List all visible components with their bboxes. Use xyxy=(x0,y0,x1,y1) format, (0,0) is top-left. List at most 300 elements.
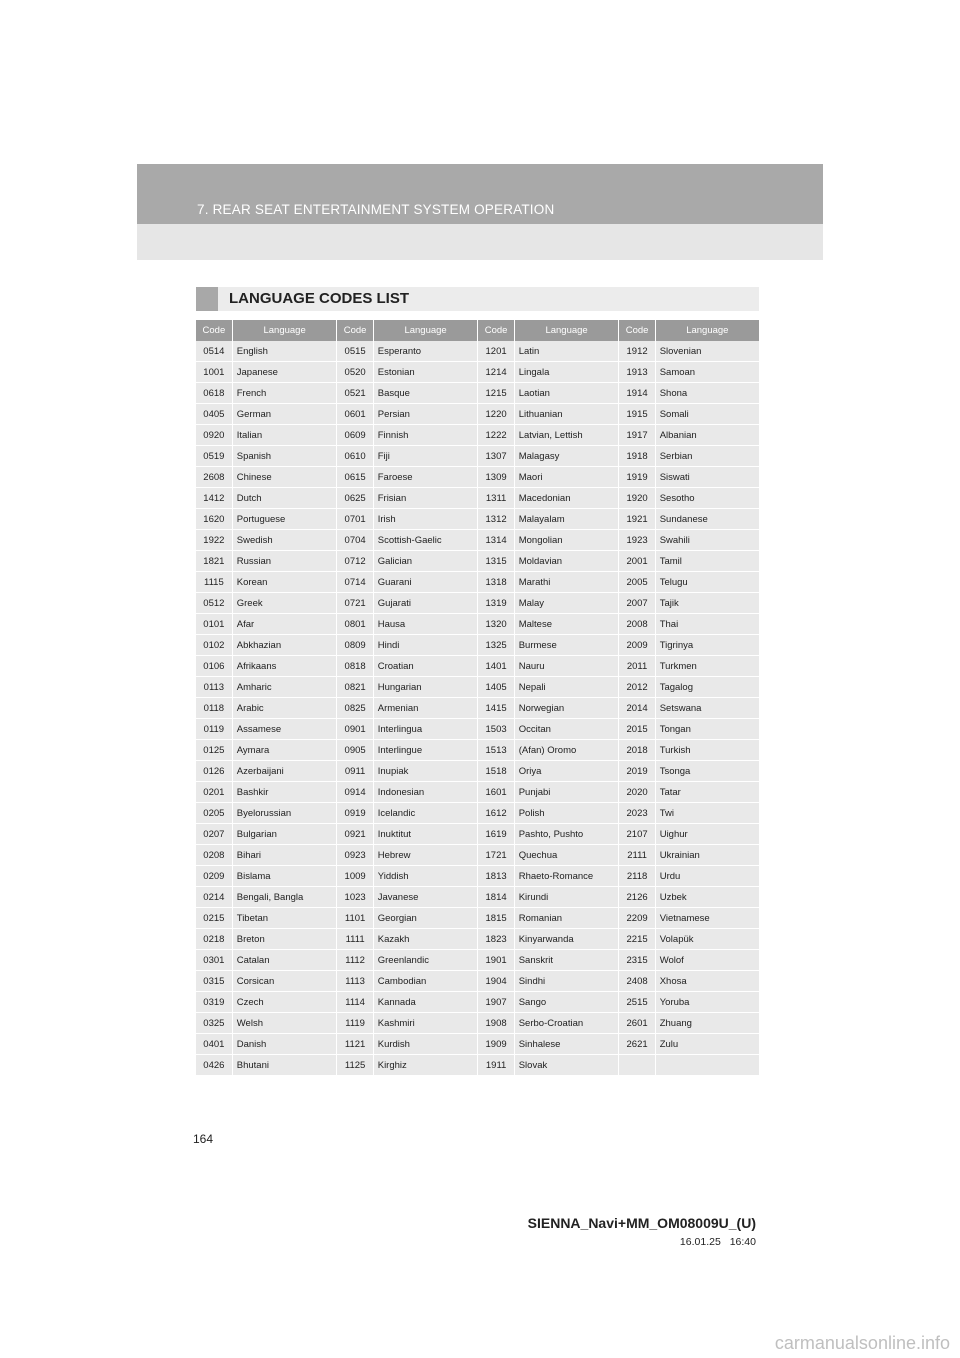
code-cell: 1814 xyxy=(478,887,514,908)
language-cell xyxy=(655,1055,759,1076)
table-row xyxy=(196,362,759,383)
table-row xyxy=(196,1034,759,1055)
code-cell: 0205 xyxy=(196,803,232,824)
code-cell: 1513 xyxy=(478,740,514,761)
table-row xyxy=(196,929,759,950)
language-cell: Javanese xyxy=(373,887,478,908)
table-row xyxy=(196,824,759,845)
language-cell: Kinyarwanda xyxy=(514,929,619,950)
language-cell: Irish xyxy=(373,509,478,530)
code-cell: 1911 xyxy=(478,1055,514,1076)
code-cell: 2001 xyxy=(619,551,655,572)
code-cell: 0911 xyxy=(337,761,373,782)
code-cell: 1921 xyxy=(619,509,655,530)
code-cell: 1415 xyxy=(478,698,514,719)
language-cell: Sinhalese xyxy=(514,1034,619,1055)
language-cell: Moldavian xyxy=(514,551,619,572)
language-cell: Rhaeto-Romance xyxy=(514,866,619,887)
language-cell: Vietnamese xyxy=(655,908,759,929)
language-cell: Nauru xyxy=(514,656,619,677)
language-cell: Norwegian xyxy=(514,698,619,719)
chapter-header-band xyxy=(137,164,823,260)
code-cell: 1201 xyxy=(478,341,514,362)
code-cell: 1912 xyxy=(619,341,655,362)
heading-marker xyxy=(196,287,218,311)
language-cell: Lithuanian xyxy=(514,404,619,425)
code-cell: 1001 xyxy=(196,362,232,383)
code-cell: 0405 xyxy=(196,404,232,425)
code-cell: 1909 xyxy=(478,1034,514,1055)
table-row xyxy=(196,719,759,740)
code-cell: 1319 xyxy=(478,593,514,614)
language-cell: Interlingua xyxy=(373,719,478,740)
code-cell: 0920 xyxy=(196,425,232,446)
column-header: Code xyxy=(196,320,232,341)
language-cell: Nepali xyxy=(514,677,619,698)
code-cell: 1907 xyxy=(478,992,514,1013)
language-cell: Tigrinya xyxy=(655,635,759,656)
list-heading: LANGUAGE CODES LIST xyxy=(229,290,410,307)
language-cell: Dutch xyxy=(232,488,337,509)
language-cell: Uzbek xyxy=(655,887,759,908)
language-cell: Zulu xyxy=(655,1034,759,1055)
code-cell: 0218 xyxy=(196,929,232,950)
code-cell: 0520 xyxy=(337,362,373,383)
language-cell: Hindi xyxy=(373,635,478,656)
language-cell: Macedonian xyxy=(514,488,619,509)
table-row xyxy=(196,551,759,572)
language-cell: Slovak xyxy=(514,1055,619,1076)
language-cell: Frisian xyxy=(373,488,478,509)
table-row xyxy=(196,1055,759,1076)
code-cell: 1114 xyxy=(337,992,373,1013)
code-cell: 2008 xyxy=(619,614,655,635)
language-cell: Bengali, Bangla xyxy=(232,887,337,908)
code-cell: 1309 xyxy=(478,467,514,488)
code-cell: 0714 xyxy=(337,572,373,593)
language-cell: Czech xyxy=(232,992,337,1013)
code-cell: 1904 xyxy=(478,971,514,992)
code-cell: 0610 xyxy=(337,446,373,467)
language-cell: Xhosa xyxy=(655,971,759,992)
table-row xyxy=(196,761,759,782)
language-cell: Malayalam xyxy=(514,509,619,530)
code-cell: 0921 xyxy=(337,824,373,845)
language-cell: Afar xyxy=(232,614,337,635)
code-cell: 0401 xyxy=(196,1034,232,1055)
code-cell: 0214 xyxy=(196,887,232,908)
language-cell: Korean xyxy=(232,572,337,593)
language-cell: Byelorussian xyxy=(232,803,337,824)
language-cell: Japanese xyxy=(232,362,337,383)
language-cell: Kazakh xyxy=(373,929,478,950)
section-title: 7. REAR SEAT ENTERTAINMENT SYSTEM OPERATION xyxy=(197,202,555,217)
code-cell: 1917 xyxy=(619,425,655,446)
code-cell: 0519 xyxy=(196,446,232,467)
language-cell: Bashkir xyxy=(232,782,337,803)
code-cell: 2019 xyxy=(619,761,655,782)
code-cell: 2009 xyxy=(619,635,655,656)
code-cell: 0625 xyxy=(337,488,373,509)
language-cell: Zhuang xyxy=(655,1013,759,1034)
code-cell: 2011 xyxy=(619,656,655,677)
code-cell: 1914 xyxy=(619,383,655,404)
language-cell: Arabic xyxy=(232,698,337,719)
language-cell: Tamil xyxy=(655,551,759,572)
code-cell: 2007 xyxy=(619,593,655,614)
code-cell: 1815 xyxy=(478,908,514,929)
language-cell: Oriya xyxy=(514,761,619,782)
table-row xyxy=(196,509,759,530)
language-cell: Tagalog xyxy=(655,677,759,698)
document-id: SIENNA_Navi+MM_OM08009U_(U) xyxy=(527,1215,756,1231)
language-cell: Inuktitut xyxy=(373,824,478,845)
code-cell: 2014 xyxy=(619,698,655,719)
language-cell: Polish xyxy=(514,803,619,824)
code-cell: 1813 xyxy=(478,866,514,887)
code-cell: 0615 xyxy=(337,467,373,488)
table-row xyxy=(196,635,759,656)
language-cell: Estonian xyxy=(373,362,478,383)
language-cell: Occitan xyxy=(514,719,619,740)
table-row xyxy=(196,782,759,803)
language-cell: Albanian xyxy=(655,425,759,446)
code-cell: 2012 xyxy=(619,677,655,698)
table-row xyxy=(196,656,759,677)
code-cell: 0919 xyxy=(337,803,373,824)
language-cell: Kannada xyxy=(373,992,478,1013)
code-cell: 1101 xyxy=(337,908,373,929)
code-cell: 0101 xyxy=(196,614,232,635)
language-cell: French xyxy=(232,383,337,404)
code-cell: 1325 xyxy=(478,635,514,656)
code-cell: 0704 xyxy=(337,530,373,551)
table-row xyxy=(196,887,759,908)
language-cell: Sanskrit xyxy=(514,950,619,971)
language-cell: Galician xyxy=(373,551,478,572)
language-cell: Assamese xyxy=(232,719,337,740)
code-cell: 0215 xyxy=(196,908,232,929)
code-cell: 1412 xyxy=(196,488,232,509)
language-cell: Turkmen xyxy=(655,656,759,677)
language-cell: Scottish-Gaelic xyxy=(373,530,478,551)
code-cell: 1405 xyxy=(478,677,514,698)
language-cell: Tibetan xyxy=(232,908,337,929)
language-cell: Welsh xyxy=(232,1013,337,1034)
table-row xyxy=(196,1013,759,1034)
code-cell: 2118 xyxy=(619,866,655,887)
language-cell: Afrikaans xyxy=(232,656,337,677)
language-cell: Punjabi xyxy=(514,782,619,803)
language-cell: German xyxy=(232,404,337,425)
language-cell: Volapük xyxy=(655,929,759,950)
language-cell: Kashmiri xyxy=(373,1013,478,1034)
language-cell: Wolof xyxy=(655,950,759,971)
table-row xyxy=(196,908,759,929)
language-cell: Mongolian xyxy=(514,530,619,551)
language-cell: Basque xyxy=(373,383,478,404)
language-cell: Turkish xyxy=(655,740,759,761)
language-cell: Tajik xyxy=(655,593,759,614)
language-cell: Esperanto xyxy=(373,341,478,362)
language-cell: Aymara xyxy=(232,740,337,761)
language-cell: Georgian xyxy=(373,908,478,929)
table-row xyxy=(196,404,759,425)
code-cell: 0301 xyxy=(196,950,232,971)
code-cell: 1503 xyxy=(478,719,514,740)
code-cell: 0209 xyxy=(196,866,232,887)
table-row xyxy=(196,845,759,866)
table-row xyxy=(196,425,759,446)
language-cell: Somali xyxy=(655,404,759,425)
code-cell: 0125 xyxy=(196,740,232,761)
code-cell: 0923 xyxy=(337,845,373,866)
language-cell: Inupiak xyxy=(373,761,478,782)
column-header: Code xyxy=(619,320,655,341)
code-cell: 0905 xyxy=(337,740,373,761)
code-cell: 0801 xyxy=(337,614,373,635)
code-cell: 0701 xyxy=(337,509,373,530)
language-cell: Malagasy xyxy=(514,446,619,467)
language-cell: Shona xyxy=(655,383,759,404)
code-cell: 1119 xyxy=(337,1013,373,1034)
column-header: Language xyxy=(655,320,759,341)
language-cell: Finnish xyxy=(373,425,478,446)
language-cell: Lingala xyxy=(514,362,619,383)
chapter-header-bar xyxy=(137,164,823,224)
code-cell: 0521 xyxy=(337,383,373,404)
code-cell: 0914 xyxy=(337,782,373,803)
language-cell: Sango xyxy=(514,992,619,1013)
code-cell: 2621 xyxy=(619,1034,655,1055)
code-cell: 0201 xyxy=(196,782,232,803)
table-row xyxy=(196,593,759,614)
language-cell: Uighur xyxy=(655,824,759,845)
language-cell: Amharic xyxy=(232,677,337,698)
code-cell: 1320 xyxy=(478,614,514,635)
language-cell: Kirghiz xyxy=(373,1055,478,1076)
code-cell: 1314 xyxy=(478,530,514,551)
table-row xyxy=(196,383,759,404)
language-cell: Cambodian xyxy=(373,971,478,992)
list-heading-bar xyxy=(196,287,759,311)
code-cell: 1220 xyxy=(478,404,514,425)
code-cell: 1915 xyxy=(619,404,655,425)
code-cell: 0721 xyxy=(337,593,373,614)
code-cell: 1923 xyxy=(619,530,655,551)
code-cell: 1112 xyxy=(337,950,373,971)
table-row xyxy=(196,572,759,593)
language-cell: Quechua xyxy=(514,845,619,866)
code-cell: 1920 xyxy=(619,488,655,509)
code-cell: 2023 xyxy=(619,803,655,824)
table-header-row xyxy=(196,320,759,341)
language-cell: Sindhi xyxy=(514,971,619,992)
language-cell: Icelandic xyxy=(373,803,478,824)
table-row xyxy=(196,866,759,887)
language-cell: Chinese xyxy=(232,467,337,488)
table-row xyxy=(196,530,759,551)
table-row xyxy=(196,698,759,719)
language-cell: Telugu xyxy=(655,572,759,593)
code-cell: 2315 xyxy=(619,950,655,971)
language-cell: Italian xyxy=(232,425,337,446)
table-row xyxy=(196,971,759,992)
code-cell: 1222 xyxy=(478,425,514,446)
language-cell: Gujarati xyxy=(373,593,478,614)
language-cell: Greenlandic xyxy=(373,950,478,971)
language-cell: Greek xyxy=(232,593,337,614)
code-cell: 2408 xyxy=(619,971,655,992)
code-cell: 1601 xyxy=(478,782,514,803)
column-header: Language xyxy=(232,320,337,341)
code-cell: 0119 xyxy=(196,719,232,740)
language-cell: Hungarian xyxy=(373,677,478,698)
language-cell: (Afan) Oromo xyxy=(514,740,619,761)
language-cell: Breton xyxy=(232,929,337,950)
code-cell: 0821 xyxy=(337,677,373,698)
print-date-time: 16.01.25 16:40 xyxy=(679,1236,756,1248)
column-header: Language xyxy=(514,320,619,341)
code-cell: 1919 xyxy=(619,467,655,488)
code-cell: 1121 xyxy=(337,1034,373,1055)
watermark: carmanualsonline.info xyxy=(774,1333,950,1353)
code-cell: 1619 xyxy=(478,824,514,845)
language-cell: Burmese xyxy=(514,635,619,656)
code-cell: 2018 xyxy=(619,740,655,761)
code-cell: 2107 xyxy=(619,824,655,845)
table-row xyxy=(196,341,759,362)
table-row xyxy=(196,446,759,467)
table-row xyxy=(196,992,759,1013)
language-cell: Slovenian xyxy=(655,341,759,362)
code-cell: 0207 xyxy=(196,824,232,845)
language-cell: Bislama xyxy=(232,866,337,887)
code-cell: 0126 xyxy=(196,761,232,782)
table-row xyxy=(196,803,759,824)
language-cell: Bhutani xyxy=(232,1055,337,1076)
language-cell: Faroese xyxy=(373,467,478,488)
code-cell: 1908 xyxy=(478,1013,514,1034)
code-cell: 1115 xyxy=(196,572,232,593)
language-cell: Setswana xyxy=(655,698,759,719)
language-cell: Armenian xyxy=(373,698,478,719)
code-cell: 0325 xyxy=(196,1013,232,1034)
code-cell: 2126 xyxy=(619,887,655,908)
code-cell: 1215 xyxy=(478,383,514,404)
code-cell: 2608 xyxy=(196,467,232,488)
code-cell: 0512 xyxy=(196,593,232,614)
language-cell: Sesotho xyxy=(655,488,759,509)
code-cell: 0712 xyxy=(337,551,373,572)
language-cell: Latin xyxy=(514,341,619,362)
code-cell: 0515 xyxy=(337,341,373,362)
language-cell: Persian xyxy=(373,404,478,425)
code-cell: 0514 xyxy=(196,341,232,362)
code-cell: 1318 xyxy=(478,572,514,593)
language-cell: Marathi xyxy=(514,572,619,593)
code-cell: 0901 xyxy=(337,719,373,740)
table-row xyxy=(196,950,759,971)
code-cell: 1312 xyxy=(478,509,514,530)
code-cell: 2515 xyxy=(619,992,655,1013)
code-cell: 1214 xyxy=(478,362,514,383)
table-row xyxy=(196,740,759,761)
language-cell: Guarani xyxy=(373,572,478,593)
code-cell: 1023 xyxy=(337,887,373,908)
code-cell: 2111 xyxy=(619,845,655,866)
language-cell: Yiddish xyxy=(373,866,478,887)
language-cell: Tongan xyxy=(655,719,759,740)
code-cell: 1918 xyxy=(619,446,655,467)
language-cell: Bulgarian xyxy=(232,824,337,845)
code-cell: 1113 xyxy=(337,971,373,992)
language-cell: Samoan xyxy=(655,362,759,383)
code-cell: 1913 xyxy=(619,362,655,383)
code-cell: 2601 xyxy=(619,1013,655,1034)
code-cell: 2005 xyxy=(619,572,655,593)
code-cell: 0426 xyxy=(196,1055,232,1076)
language-cell: Catalan xyxy=(232,950,337,971)
code-cell: 0609 xyxy=(337,425,373,446)
code-cell: 0601 xyxy=(337,404,373,425)
code-cell: 0618 xyxy=(196,383,232,404)
code-cell: 1612 xyxy=(478,803,514,824)
column-header: Code xyxy=(337,320,373,341)
code-cell: 2209 xyxy=(619,908,655,929)
code-cell: 0118 xyxy=(196,698,232,719)
code-cell: 0818 xyxy=(337,656,373,677)
language-cell: Romanian xyxy=(514,908,619,929)
language-cell: Sundanese xyxy=(655,509,759,530)
code-cell: 2015 xyxy=(619,719,655,740)
language-cell: Kurdish xyxy=(373,1034,478,1055)
table-row xyxy=(196,488,759,509)
code-cell: 2020 xyxy=(619,782,655,803)
language-cell: Russian xyxy=(232,551,337,572)
language-cell: Siswati xyxy=(655,467,759,488)
table-row xyxy=(196,677,759,698)
language-cell: Croatian xyxy=(373,656,478,677)
code-cell: 0106 xyxy=(196,656,232,677)
language-cell: Swedish xyxy=(232,530,337,551)
language-cell: Corsican xyxy=(232,971,337,992)
language-cell: Latvian, Lettish xyxy=(514,425,619,446)
language-cell: Laotian xyxy=(514,383,619,404)
language-cell: Indonesian xyxy=(373,782,478,803)
code-cell: 0208 xyxy=(196,845,232,866)
code-cell: 1620 xyxy=(196,509,232,530)
table-row xyxy=(196,467,759,488)
language-cell: Abkhazian xyxy=(232,635,337,656)
code-cell: 0809 xyxy=(337,635,373,656)
language-cell: Maori xyxy=(514,467,619,488)
code-cell: 0113 xyxy=(196,677,232,698)
code-cell: 1111 xyxy=(337,929,373,950)
code-cell: 1311 xyxy=(478,488,514,509)
code-cell: 1518 xyxy=(478,761,514,782)
language-cell: English xyxy=(232,341,337,362)
page-number: 164 xyxy=(193,1132,214,1146)
language-cell: Hausa xyxy=(373,614,478,635)
language-cell: Bihari xyxy=(232,845,337,866)
language-codes-table xyxy=(196,320,759,1076)
language-cell: Tatar xyxy=(655,782,759,803)
language-cell: Azerbaijani xyxy=(232,761,337,782)
language-cell: Portuguese xyxy=(232,509,337,530)
code-cell: 1125 xyxy=(337,1055,373,1076)
language-cell: Malay xyxy=(514,593,619,614)
